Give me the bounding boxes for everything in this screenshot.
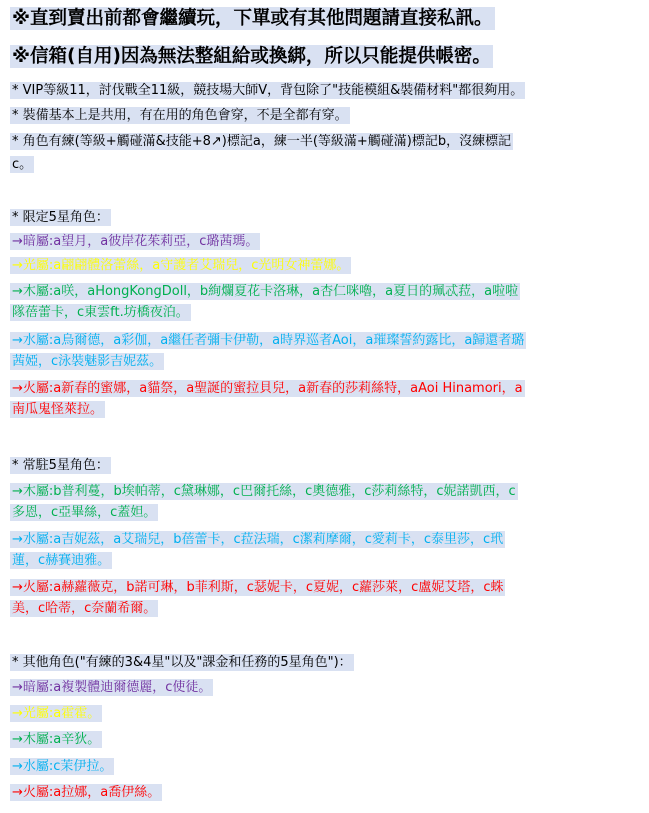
permanent-water-cont: 蓮，c赫賽迪雅。 bbox=[12, 553, 111, 568]
others-wood: →木屬:a辛狄。 bbox=[12, 732, 101, 747]
section-others-heading: * 其他角色("有練的3&4星"以及"課金和任務的5星角色")： bbox=[12, 655, 352, 670]
permanent-wood-cont: 多恩，c亞畢絲，c蓋妲。 bbox=[12, 505, 157, 520]
permanent-fire: →火屬:a赫蘿薇克，b諾可琳，b菲利斯，c瑟妮卡，c夏妮，c蘿莎萊，c盧妮艾塔，c蛛 bbox=[12, 580, 504, 595]
others-light: →光屬:a霍霍。 bbox=[12, 706, 101, 721]
permanent-fire-cont: 美，c哈蒂，c奈蘭希爾。 bbox=[12, 601, 157, 616]
limited-water: →水屬:a烏爾德，a彩伽，a繼任者彌卡伊勒，a時界巡者Aoi，a璀璨誓約露比，a歸還者璐 bbox=[12, 333, 525, 348]
section-permanent-heading: * 常駐5星角色： bbox=[12, 458, 109, 473]
others-fire: →火屬:a拉娜，a喬伊絲。 bbox=[12, 785, 161, 800]
others-dark: →暗屬:a複製體迪爾德麗，c使徒。 bbox=[12, 680, 212, 695]
headline-contact-notice: ※直到賣出前都會繼續玩，下單或有其他問題請直接私訊。 bbox=[12, 8, 493, 29]
limited-water-cont: 茜婭，c泳裝魅影吉妮茲。 bbox=[12, 354, 163, 369]
section-limited-heading: * 限定5星角色： bbox=[12, 210, 109, 225]
limited-dark: →暗屬:a望月，a彼岸花茱莉亞，c璐茜瑪。 bbox=[12, 234, 259, 249]
limited-light: →光屬:a翩翩體洛蕾絲，a守護者艾瑞兒，c光明女神蕾娜。 bbox=[12, 258, 350, 273]
note-legend: * 角色有練(等級+觸碰滿&技能+8↗)標記a，練一半(等級滿+觸碰滿)標記b，沒練標記 bbox=[12, 134, 512, 149]
others-water: →水屬:c茉伊拉。 bbox=[12, 759, 113, 774]
limited-wood: →木屬:a咲，aHongKongDoll，b絢爛夏花卡洛琳，a杏仁咪嚕，a夏日的珮忒菈，a啦啦 bbox=[12, 284, 519, 299]
permanent-water: →水屬:a吉妮茲，a艾瑞兒，b蓓蕾卡，c菈法瑞，c潔莉摩爾，c愛莉卡，c泰里莎，c玳 bbox=[12, 532, 504, 547]
note-equipment: * 裝備基本上是共用，有在用的角色會穿，不是全都有穿。 bbox=[12, 108, 348, 123]
limited-fire-cont: 南瓜鬼怪萊拉。 bbox=[12, 402, 104, 417]
permanent-wood: →木屬:b普利蔓，b埃帕蒂，c黛琳娜，c巴爾托絲，c奧德雅，c莎莉絲特，c妮諾凱西，c bbox=[12, 484, 516, 499]
note-vip: * VIP等級11，討伐戰全11級，競技場大師V，背包除了"技能模組&裝備材料"都很夠用。 bbox=[12, 83, 524, 98]
limited-wood-cont: 隊蓓蕾卡，c東雲ft.坊橋夜泊。 bbox=[12, 305, 189, 320]
headline-account-notice: ※信箱(自用)因為無法整組給或換綁，所以只能提供帳密。 bbox=[12, 46, 491, 67]
limited-fire: →火屬:a新春的蜜娜，a貓祭，a聖誕的蜜拉貝兒，a新春的莎莉絲特，aAoi Hinamori，a bbox=[12, 381, 523, 396]
note-legend-cont: c。 bbox=[12, 157, 33, 172]
